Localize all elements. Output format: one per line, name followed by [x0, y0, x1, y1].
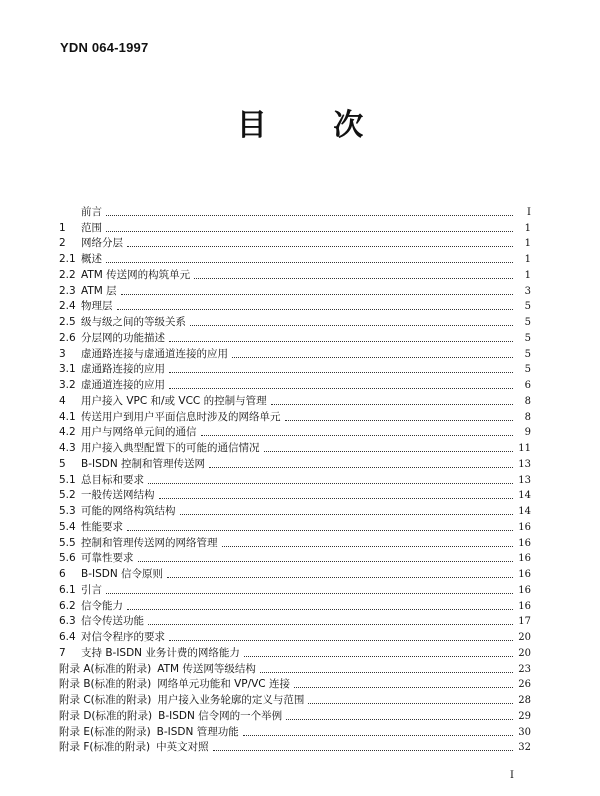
- dot-leader: [286, 718, 513, 720]
- table-of-contents: [59, 204, 531, 755]
- toc-entry[interactable]: [59, 330, 531, 346]
- toc-entry-number: 2.6: [59, 331, 76, 344]
- toc-entry[interactable]: [59, 740, 531, 756]
- toc-entry-page: 14: [518, 490, 531, 502]
- dot-leader: [106, 261, 513, 263]
- dot-leader: [169, 639, 513, 641]
- toc-entry-number: 2.4: [59, 300, 76, 313]
- dot-leader: [117, 308, 514, 310]
- toc-entry-number: 5.6: [59, 552, 76, 565]
- toc-entry[interactable]: [59, 377, 531, 393]
- toc-entry-title: 一般传送网结构: [81, 489, 155, 502]
- toc-entry-title: 网络单元功能和 VP/VC 连接: [157, 678, 290, 691]
- toc-entry-title: 总目标和要求: [81, 473, 144, 486]
- toc-entry[interactable]: [59, 488, 531, 504]
- toc-entry-number: 2.3: [59, 284, 76, 297]
- toc-entry[interactable]: [59, 251, 531, 267]
- toc-entry-page: 32: [518, 742, 531, 754]
- dot-leader: [209, 466, 513, 468]
- toc-entry[interactable]: [59, 440, 531, 456]
- toc-entry-page: 16: [518, 553, 531, 565]
- toc-entry[interactable]: [59, 551, 531, 567]
- toc-entry-title: 分层网的功能描述: [81, 331, 165, 344]
- toc-entry-page: 28: [518, 695, 531, 706]
- toc-entry-title: 范围: [81, 221, 102, 234]
- toc-entry-title: 用户接入业务轮廓的定义与范围: [157, 694, 305, 706]
- toc-entry-page: 16: [518, 537, 531, 549]
- toc-entry-title: 控制和管理传送网的网络管理: [81, 536, 218, 549]
- toc-entry-number: 附录 A(标准的附录): [59, 662, 152, 675]
- toc-entry-number: 4: [59, 394, 66, 407]
- toc-entry-number: 附录 F(标准的附录): [59, 741, 151, 754]
- dot-leader: [285, 419, 514, 421]
- dot-leader: [169, 340, 513, 342]
- toc-entry[interactable]: [59, 519, 531, 535]
- dot-leader: [121, 293, 513, 295]
- toc-entry[interactable]: [59, 236, 531, 252]
- toc-entry[interactable]: [59, 346, 531, 362]
- toc-entry-number: 2.5: [59, 316, 76, 328]
- toc-entry-title: 用户接入典型配置下的可能的通信情况: [81, 442, 260, 454]
- toc-entry-number: 3.1: [59, 363, 76, 376]
- dot-leader: [127, 529, 513, 531]
- dot-leader: [169, 387, 513, 389]
- toc-entry-title: 可靠性要求: [81, 552, 134, 565]
- toc-entry[interactable]: [59, 314, 531, 330]
- toc-entry-number: 4.1: [59, 410, 76, 423]
- dot-leader: [271, 403, 513, 405]
- toc-entry-title: 前言: [81, 205, 102, 218]
- toc-entry-number: 5.4: [59, 520, 76, 533]
- toc-entry-page: 11: [518, 443, 531, 454]
- toc-entry-page: I: [527, 206, 531, 218]
- toc-entry-title: 可能的网络构筑结构: [81, 505, 176, 517]
- toc-entry-number: 2: [59, 237, 66, 250]
- toc-entry-number: 2.2: [59, 268, 76, 281]
- toc-entry-page: 1: [524, 269, 531, 281]
- dot-leader: [260, 671, 513, 673]
- toc-entry-page: 14: [518, 506, 531, 517]
- toc-entry-number: 6.3: [59, 615, 76, 628]
- toc-entry-title: B-ISDN 管理功能: [156, 725, 239, 738]
- toc-entry-title: 级与级之间的等级关系: [81, 316, 186, 328]
- toc-entry-page: 30: [518, 726, 531, 738]
- dot-leader: [106, 214, 513, 216]
- toc-entry-number: 3: [59, 347, 66, 360]
- toc-entry-number: 4.2: [59, 426, 76, 439]
- toc-entry-page: 16: [518, 569, 531, 580]
- toc-entry-title: 中英文对照: [156, 741, 209, 754]
- toc-entry-title: 物理层: [81, 300, 113, 313]
- toc-entry[interactable]: [59, 362, 531, 378]
- dot-leader: [127, 245, 513, 247]
- toc-entry-title: ATM 传送网的构筑单元: [81, 268, 191, 281]
- toc-entry-page: 16: [518, 521, 531, 533]
- toc-entry-page: 3: [524, 285, 531, 297]
- toc-entry-number: 5.5: [59, 536, 76, 549]
- toc-entry-number: 5.1: [59, 473, 76, 486]
- dot-leader: [201, 434, 514, 436]
- toc-entry-title: ATM 传送网等级结构: [157, 662, 256, 675]
- toc-entry[interactable]: [59, 645, 531, 661]
- dot-leader: [264, 450, 514, 452]
- toc-entry-number: 5: [59, 457, 66, 470]
- dot-leader: [138, 560, 514, 562]
- dot-leader: [148, 482, 513, 484]
- dot-leader: [127, 608, 513, 610]
- toc-entry-title: 传送用户到用户平面信息时涉及的网络单元: [81, 410, 281, 423]
- toc-entry-page: 1: [524, 222, 531, 234]
- toc-entry-page: 8: [524, 395, 531, 407]
- toc-entry-page: 16: [518, 600, 531, 612]
- toc-entry-page: 13: [518, 458, 531, 470]
- toc-entry-page: 16: [518, 584, 531, 596]
- toc-entry-number: 附录 D(标准的附录): [59, 709, 153, 722]
- dot-leader: [213, 749, 513, 751]
- toc-entry-title: 性能要求: [81, 520, 123, 533]
- toc-entry-title: 概述: [81, 253, 102, 265]
- dot-leader: [190, 324, 513, 326]
- toc-entry-title: 对信令程序的要求: [81, 631, 165, 643]
- toc-entry-page: 20: [518, 632, 531, 643]
- dot-leader: [222, 545, 514, 547]
- toc-entry-page: 6: [524, 380, 531, 391]
- toc-entry-title: ATM 层: [81, 284, 117, 297]
- dot-leader: [169, 371, 513, 373]
- toc-entry[interactable]: [59, 629, 531, 645]
- toc-entry-number: 附录 C(标准的附录): [59, 694, 152, 706]
- dot-leader: [159, 497, 514, 499]
- toc-entry[interactable]: [59, 204, 531, 220]
- dot-leader: [106, 592, 513, 594]
- toc-entry[interactable]: [59, 535, 531, 551]
- toc-entry[interactable]: [59, 409, 531, 425]
- toc-entry[interactable]: [59, 661, 531, 677]
- toc-entry-page: 26: [518, 679, 531, 691]
- toc-entry-page: 5: [524, 317, 531, 328]
- toc-entry-page: 1: [524, 254, 531, 265]
- toc-entry-number: 6: [59, 568, 66, 580]
- toc-entry[interactable]: [59, 503, 531, 519]
- toc-entry[interactable]: [59, 267, 531, 283]
- toc-entry-title: B-ISDN 信令网的一个举例: [158, 709, 283, 722]
- toc-entry[interactable]: [59, 724, 531, 740]
- toc-entry-number: 7: [59, 646, 66, 659]
- dot-leader: [194, 277, 513, 279]
- toc-entry[interactable]: [59, 614, 531, 630]
- toc-entry-number: 5.2: [59, 489, 76, 502]
- toc-entry-title: 网络分层: [81, 237, 123, 250]
- toc-entry-number: 5.3: [59, 505, 76, 517]
- toc-entry[interactable]: [59, 456, 531, 472]
- toc-entry-title: 虚通路连接的应用: [81, 363, 165, 376]
- toc-entry-page: 9: [524, 427, 531, 439]
- page-number: I: [510, 770, 514, 781]
- toc-entry[interactable]: [59, 708, 531, 724]
- dot-leader: [232, 356, 513, 358]
- toc-entry-page: 8: [524, 411, 531, 423]
- dot-leader: [148, 623, 513, 625]
- toc-entry[interactable]: [59, 472, 531, 488]
- toc-entry-title: B-ISDN 控制和管理传送网: [81, 457, 206, 470]
- dot-leader: [243, 734, 513, 736]
- toc-entry[interactable]: [59, 598, 531, 614]
- toc-entry[interactable]: [59, 283, 531, 299]
- toc-entry-number: 3.2: [59, 379, 76, 391]
- dot-leader: [106, 230, 513, 232]
- toc-entry[interactable]: [59, 677, 531, 693]
- toc-entry-number: 4.3: [59, 442, 76, 454]
- toc-entry[interactable]: [59, 692, 531, 708]
- toc-entry-page: 20: [518, 647, 531, 659]
- toc-entry-number: 6.1: [59, 583, 76, 596]
- toc-entry-page: 5: [524, 364, 531, 376]
- dot-leader: [244, 655, 513, 657]
- toc-entry-title: 用户与网络单元间的通信: [81, 426, 197, 439]
- toc-entry-title: 支持 B-ISDN 业务计费的网络能力: [81, 646, 240, 659]
- toc-entry[interactable]: [59, 393, 531, 409]
- toc-entry-number: 1: [59, 221, 66, 234]
- toc-entry[interactable]: [59, 425, 531, 441]
- toc-entry-page: 23: [518, 663, 531, 675]
- toc-entry[interactable]: [59, 299, 531, 315]
- toc-entry-title: 信令传送功能: [81, 615, 144, 628]
- toc-entry-page: 1: [524, 238, 531, 250]
- toc-entry-page: 5: [524, 301, 531, 313]
- toc-entry[interactable]: [59, 582, 531, 598]
- toc-entry-title: 虚通道连接的应用: [81, 379, 165, 391]
- toc-entry-title: 信令能力: [81, 599, 123, 612]
- toc-entry-title: 引言: [81, 583, 102, 596]
- toc-entry[interactable]: [59, 566, 531, 582]
- dot-leader: [167, 576, 513, 578]
- dot-leader: [180, 513, 514, 515]
- toc-entry-page: 29: [518, 710, 531, 722]
- toc-entry-title: 虚通路连接与虚通道连接的应用: [81, 347, 228, 360]
- toc-entry-title: 用户接入 VPC 和/或 VCC 的控制与管理: [81, 394, 267, 407]
- toc-entry-page: 5: [524, 348, 531, 360]
- document-code: YDN 064-1997: [60, 40, 149, 55]
- toc-entry-number: 附录 B(标准的附录): [59, 678, 152, 691]
- toc-entry-title: B-ISDN 信令原则: [81, 568, 164, 580]
- toc-entry-number: 6.2: [59, 599, 76, 612]
- toc-entry-number: 6.4: [59, 631, 76, 643]
- toc-entry-number: 2.1: [59, 253, 76, 265]
- toc-entry-page: 13: [518, 474, 531, 486]
- toc-entry-number: 附录 E(标准的附录): [59, 725, 151, 738]
- dot-leader: [308, 702, 513, 704]
- toc-entry-page: 5: [524, 332, 531, 344]
- toc-entry-page: 17: [518, 616, 531, 628]
- dot-leader: [294, 686, 513, 688]
- page-title: 目 次: [236, 108, 392, 143]
- toc-entry[interactable]: [59, 220, 531, 236]
